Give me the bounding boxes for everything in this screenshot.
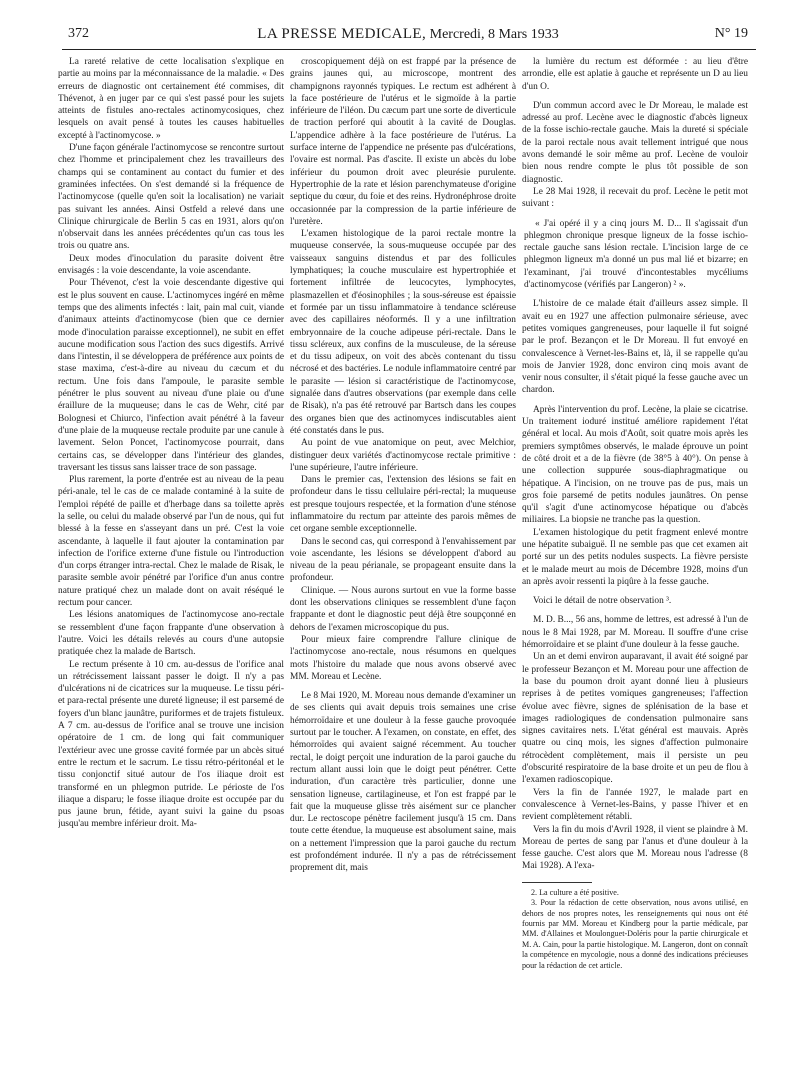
paragraph: Le rectum présente à 10 cm. au-dessus de l'orifice anal un rétrécissement laissant passer le doigt. Il n'y a pas d'ulcérations ni de cicatrices sur la muqueuse. Le tissu péri- et para-rectal présente une dureté ligneuse; il est parsemé de foyers d'un blanc jaunâtre, puriformes et de trajets fistuleux. A 7 cm. au-dessus de l'orifice anal se trouve une incision opératoire de 1 cm. de long qui fait communiquer l'extérieur avec une grosse cavité formée par un abcès situé entre le rectum et le sacrum. Le tissu rétro-péritonéal et le tissu conjonctif situé autour de l'os iliaque droit est transformé en un phlegmon putride. Le périoste de l'os iliaque a disparu; le fosse iliaque droite est occupée par du pus jaune brun, fétide, ayant suivi la gaine du psoas jusqu'au membre inférieur droit. Ma- (58, 659, 284, 830)
journal-name: LA PRESSE MEDICALE, (257, 26, 427, 42)
column-middle (290, 56, 516, 1056)
paragraph: Clinique. — Nous aurons surtout en vue la forme basse dont les observations cliniques se ressemblent d'une façon frappante et dont le diagnostic peut déjà être soupçonné en dehors de l'examen microscopique du pus. (290, 585, 516, 633)
paragraph: Deux modes d'inoculation du parasite doivent être envisagés : la voie descendante, la voie ascendante. (58, 253, 284, 277)
paragraph: L'histoire de ce malade était d'ailleurs assez simple. Il avait eu en 1927 une affection pulmonaire sérieuse, avec petites vomiques gangreneuses, pour laquelle il fut soigné par le prof. Bezançon et le Dr Moreau. Il fut envoyé en convalescence à Vernet-les-Bains et, là, il se rappelle qu'au mois de Janvier 1928, donc environ cinq mois avant de venir nous consulter, il s'était piqué la fesse gauche avec un chardon. (522, 299, 748, 396)
paragraph: Vers la fin du mois d'Avril 1928, il vient se plaindre à M. Moreau de pertes de sang par l'anus et d'une douleur à la fesse gauche. C'est alors que M. Moreau nous l'adresse (8 Mai 1928). A l'exa- (522, 824, 748, 872)
paragraph: Les lésions anatomiques de l'actinomycose ano-rectale se ressemblent d'une façon frappante d'une observation à l'autre. Voici les détails relevés au cours d'une autopsie pratiquée chez la malade de Bartsch. (58, 610, 284, 658)
issue-date: Mercredi, 8 Mars 1933 (426, 27, 559, 42)
paragraph: Le 8 Mai 1920, M. Moreau nous demande d'examiner un de ses clients qui avait depuis trois semaines une crise hémorroïdaire et une douleur à la fesse gauche provoquée surtout par le toucher. A l'examen, on constate, en effet, des hémorroïdes qui avaient saigné récemment. Au toucher rectal, le doigt perçoit une induration de la paroi gauche du rectum allant aussi loin que le doigt peut pénétrer. Cette induration, d'un caractère très particulier, donne une sensation ligneuse, cartilagineuse, et l'on est frappé par le fait que la muqueuse glisse très aisément sur ce plancher dur. Le rectoscope pénètre facilement jusqu'à 15 cm. Dans toute cette étendue, la muqueuse est absolument saine, mais on a nettement l'impression que la paroi gauche du rectum est profondément indurée. Il n'y a pas de rétrécissement proprement dit, mais (290, 691, 516, 874)
quoted-letter: « J'ai opéré il y a cinq jours M. D... Il s'agissait d'un phlegmon chronique presque ligneux de la fosse ischio-rectale gauche sans lésion rectale. L'incision large de ce phlegmon ligneux m'a donné un pus mal lié et bizarre; en l'examinant, j'ai trouvé d'incontestables mycéliums d'actinomycose (vérifiés par Langeron) ² ». (524, 218, 748, 291)
paragraph: Dans le second cas, qui correspond à l'envahissement par voie ascendante, les lésions se développent d'abord au niveau de la peau périanale, se propageant ensuite dans la profondeur. (290, 536, 516, 584)
paragraph: Pour Thévenot, c'est la voie descendante digestive qui est le plus souvent en cause. L'actinomyces ingéré en même temps que des aliments infectés : lait, pain mal cuit, viande d'animaux atteints d'actinomycose (bien que ce dernier mode d'inoculation paraisse exceptionnel), ne subit en effet aucune modification sous l'action des sucs digestifs. Arrivé dans l'intestin, il se développera de préférence aux points de stase maxima, c'est-à-dire au niveau du cæcum et du rectum. Une fois dans l'ampoule, le parasite semble pénétrer le plus souvent au niveau d'une plaie ou d'une éraillure de la muqueuse; dans le cas de Wehr, cité par Bolognesi et Chiurco, l'infection avait pénétré à la faveur d'une plaie de la muqueuse rectale produite par une canule à lavement. Selon Poncet, l'actinomycose pourrait, dans certains cas, se développer dans l'intérieur des glandes, traversant les tissus sans laisser trace de son passage. (58, 278, 284, 473)
paragraph: M. D. B..., 56 ans, homme de lettres, est adressé à l'un de nous le 8 Mai 1928, par M. Moreau. Il souffre d'une crise hémorroïdaire et se plaint d'une douleur à la fesse gauche. (522, 615, 748, 651)
paragraph: Dans le premier cas, l'extension des lésions se fait en profondeur dans le tissu cellulaire péri-rectal; la muqueuse est presque toujours respectée, et la formation d'une sténose inflammatoire du rectum par atteinte des parois mêmes de cet organe semble exceptionnelle. (290, 475, 516, 535)
paragraph: Après l'intervention du prof. Lecène, la plaie se cicatrise. Un traitement ioduré institué améliore rapidement l'état général et local. Au mois d'Août, soit quatre mois après les premiers symptômes observés, le malade éprouve un point de côté droit et a de la fièvre (de 38°5 à 40°). On pense à une collection suppurée sous-diaphragmatique ou hépatique. A l'incision, on ne trouve pas de pus, mais un gros foie parsemé de petits nodules jaunâtres. On pense qu'il s'agit d'une actinomycose hépatique ou d'abcès miliaires. La biopsie ne tranche pas la question. (522, 404, 748, 526)
paragraph: Vers la fin de l'année 1927, le malade part en convalescence à Vernet-les-Bains, y passe l'hiver et en revient complètement rétabli. (522, 787, 748, 823)
column-right (522, 56, 748, 1056)
paragraph: D'un commun accord avec le Dr Moreau, le malade est adressé au prof. Lecène avec le diagnostic d'abcès ligneux de la fosse ischio-rectale gauche. Mais la dureté si spéciale de la paroi rectale nous avait tellement intrigué que nous avons demandé le soir même au prof. Lecène de vouloir bien nous rendre compte le plus tôt possible de son diagnostic. (522, 100, 748, 185)
paragraph: Au point de vue anatomique on peut, avec Melchior, distinguer deux variétés d'actinomycose rectale primitive : l'une supérieure, l'autre inférieure. (290, 438, 516, 473)
paragraph: croscopiquement déjà on est frappé par la présence de grains jaunes qui, au microscope, montrent des champignons rayonnés typiques. Le rectum est adhérent à la face postérieure de l'utérus et le sigmoïde à la partie inférieure de l'iléon. Du cæcum part une sorte de diverticule de traction perforé qui aboutit à la cavité de Douglas. L'appendice adhère à la face postérieure de l'utérus. La surface interne de l'appendice ne présente pas d'ulcérations, l'ovaire est normal. Pas d'ascite. Il existe un abcès du lobe inférieur du poumon droit avec pleurésie purulente. Hypertrophie de la rate et lésion parenchymateuse d'origine septique du cœur, du foie et des reins. Hydronéphrose droite occasionnée par la compression de la partie inférieure de l'uretère. (290, 57, 516, 227)
footnotes (522, 888, 748, 971)
paragraph: Pour mieux faire comprendre l'allure clinique de l'actinomycose ano-rectale, nous résumons en quelques mots l'histoire du malade que nous avons observé avec MM. Moreau et Lecène. (290, 634, 516, 682)
paragraph: La rareté relative de cette localisation s'explique en partie au moins par la méconnaissance de la maladie. « Des erreurs de diagnostic ont certainement été commises, dit Thévenot, à en juger par ce qui s'est passé pour les sujets atteints de fistules ano-rectales actinomycosiques, chez lesquels on avait pensé à toutes les causes habituelles excepté à l'actinomycose. » (58, 57, 284, 141)
paragraph: la lumière du rectum est déformée : au lieu d'être arrondie, elle est aplatie à gauche et représente un D au lieu d'un O. (522, 57, 748, 92)
paragraph: Le 28 Mai 1928, il recevait du prof. Lecène le petit mot suivant : (522, 186, 748, 210)
footnote: 2. La culture a été positive. (531, 887, 619, 897)
footnote-rule (522, 882, 592, 883)
paragraph: L'examen histologique de la paroi rectale montre la muqueuse conservée, la sous-muqueuse occupée par des vaisseaux sanguins distendus et par des follicules lymphatiques; la couche musculaire est hypertrophiée et fortement infiltrée de leucocytes, lymphocytes, plasmazellen et d'éosinophiles ; la sous-séreuse est épaissie et formée par un tissu inflammatoire à tendance scléreuse avec des capillaires néoformés. Il y a une infiltration embryonnaire de la couche adipeuse péri-rectale. Dans le tissu scléreux, aux confins de la musculeuse, de la séreuse et du tissu adipeux, on voit des abcès contenant du tissu nécrosé et des bactéries. Le nodule inflammatoire centré par le parasite — lésion si caractéristique de l'actinomycose, signalée dans d'autres observations (par exemple dans celle de Risak), n'a pas été retrouvé par Bartsch dans les coupes des organes bien que des actinomyces indiscutables aient été constatés dans le pus. (290, 229, 516, 436)
paragraph: L'examen histologique du petit fragment enlevé montre une hépatite subaiguë. Il ne semble pas que cet examen ait porté sur un des petits nodules suspects. La fièvre persiste et le malade meurt au mois de Décembre 1928, moins d'un an après avoir ressenti la piqûre à la fesse gauche. (522, 527, 748, 587)
issue-number: N° 19 (714, 26, 748, 41)
footnote: 3. Pour la rédaction de cette observation, nous avons utilisé, en dehors de nos propres notes, les renseignements qui nous ont été fournis par MM. Moreau et Kindberg pour la partie médicale, par MM. d'Allaines et Moulonguet-Doléris pour la partie chirurgicale et M. A. Cain, pour la partie histologique. M. Langeron, dont on connaît la compétence en mycologie, nous a donné des indications précieuses pour la rédaction de cet article. (522, 898, 748, 970)
paragraph: Un an et demi environ auparavant, il avait été soigné par le professeur Bezançon et M. Moreau pour une affection de la base du poumon droit ayant donné lieu à plusieurs reprises à de petites vomiques gangreneuses; l'affection évolue avec fièvre, signes de splénisation de la base et images radiologiques de condensation pulmonaire sans signes cavitaires nets. L'état général est mauvais. Après quatre ou cinq mois, les signes d'affection pulmonaire rétrocèdent complètement, mais il persiste un peu d'obscurité respiratoire de la base droite et un peu de flou à l'examen radioscopique. (522, 652, 748, 786)
paragraph: D'une façon générale l'actinomycose se rencontre surtout chez l'homme et principalement chez les travailleurs des champs qui se contaminent au contact du fumier et des graminées infectées. On s'est demandé si la fréquence de l'actinomycose (quelle qu'en soit la localisation) ne variait pas suivant les années. Ainsi Ostfeld a relevé dans une Clinique chirurgicale de Berlin 5 cas en 1931, alors qu'on n'observait dans les années précédentes qu'un cas tous les trois ou quatre ans. (58, 143, 284, 252)
paragraph: Voici le détail de notre observation ³. (533, 596, 672, 607)
column-left (58, 56, 284, 1056)
running-header (68, 26, 748, 46)
paragraph: Plus rarement, la porte d'entrée est au niveau de la peau péri-anale, tel le cas de ce malade contaminé à la suite de l'emploi répété de paille et d'herbage dans sa toilette après la selle, ou celui du malade observé par l'un de nous, qui fut blessé à la fesse en s'asseyant dans un pré. C'est la voie ascendante, à laquelle il faut ajouter la contamination par infection de l'orifice externe d'une fistule ou l'introduction d'un corps étranger intra-rectal. Chez le malade de Risak, le parasite semble avoir pénétré par l'orifice d'un anus contre nature pratiqué chez un malade dont on avait réséqué le rectum pour cancer. (58, 475, 284, 609)
page-number: 372 (68, 26, 89, 41)
journal-title (68, 26, 748, 43)
header-rule (62, 49, 756, 50)
